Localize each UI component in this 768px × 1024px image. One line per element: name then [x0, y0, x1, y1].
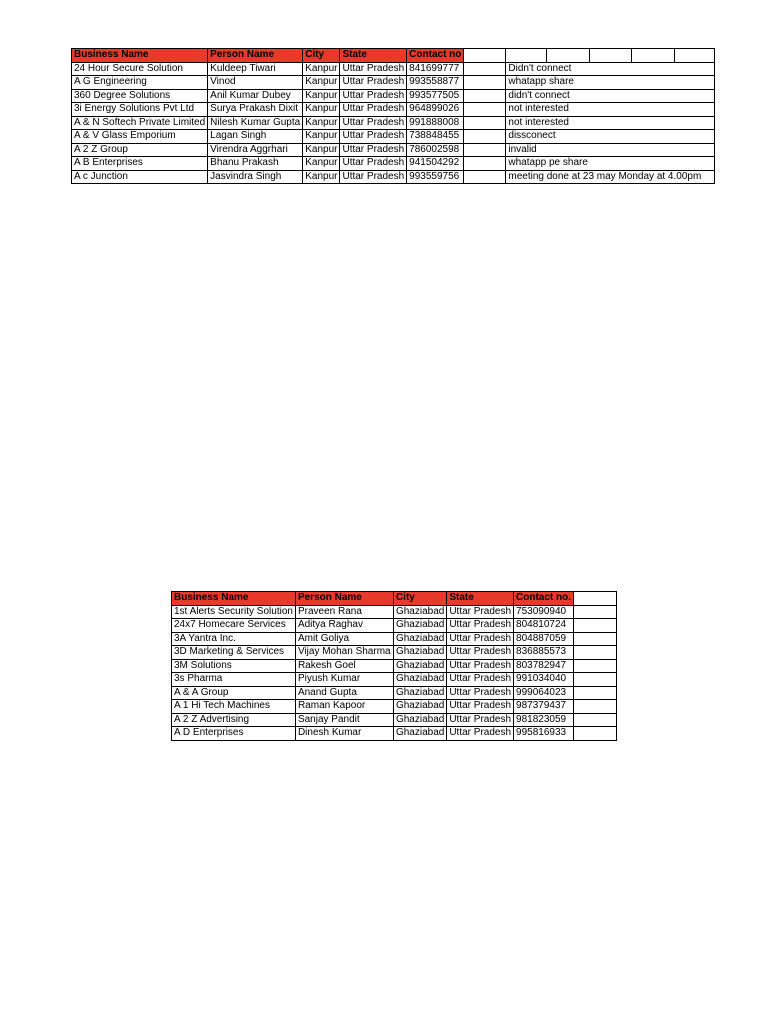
contact-no-cell[interactable]: 786002598 [407, 143, 464, 157]
contact-no-cell[interactable]: 841699777 [407, 62, 464, 76]
person-name-cell[interactable]: Lagan Singh [208, 130, 303, 144]
business-name-cell[interactable]: A c Junction [72, 170, 208, 184]
status-remark-cell[interactable]: dissconect [506, 130, 715, 144]
contact-no-cell[interactable]: 738848455 [407, 130, 464, 144]
state-cell[interactable]: Uttar Pradesh [340, 103, 407, 117]
table-row [72, 170, 715, 184]
city-cell[interactable]: Kanpur [303, 89, 340, 103]
empty-cell[interactable] [464, 76, 506, 90]
state-cell[interactable]: Uttar Pradesh [340, 157, 407, 171]
city-cell[interactable]: Kanpur [303, 157, 340, 171]
table-row [172, 619, 617, 633]
business-name-cell[interactable]: 24 Hour Secure Solution [72, 62, 208, 76]
person-name-cell[interactable]: Jasvindra Singh [208, 170, 303, 184]
table-row [172, 713, 617, 727]
table-row [172, 727, 617, 741]
state-cell[interactable]: Uttar Pradesh [447, 659, 514, 673]
state-cell[interactable]: Uttar Pradesh [340, 130, 407, 144]
empty-cell[interactable] [506, 49, 547, 63]
contact-no-cell[interactable]: 995816933 [514, 727, 574, 741]
table-row [172, 646, 617, 660]
status-remark-cell[interactable]: whatapp share [506, 76, 715, 90]
city-cell[interactable]: Ghaziabad [393, 619, 446, 633]
contact-no-cell[interactable]: 981823059 [514, 713, 574, 727]
business-name-cell[interactable]: 1st Alerts Security Solution [172, 605, 296, 619]
contact-no-cell[interactable]: 987379437 [514, 700, 574, 714]
empty-cell[interactable] [464, 49, 506, 63]
state-cell[interactable]: Uttar Pradesh [340, 116, 407, 130]
empty-cell[interactable] [464, 116, 506, 130]
business-name-cell[interactable]: A 2 Z Advertising [172, 713, 296, 727]
table-row [72, 76, 715, 90]
business-name-cell[interactable]: 360 Degree Solutions [72, 89, 208, 103]
person-name-cell[interactable]: Amit Goliya [295, 632, 393, 646]
state-cell[interactable]: Uttar Pradesh [340, 62, 407, 76]
city-cell[interactable]: Ghaziabad [393, 727, 446, 741]
city-cell[interactable]: Ghaziabad [393, 646, 446, 660]
table-row [172, 700, 617, 714]
city-cell[interactable]: Kanpur [303, 116, 340, 130]
person-name-cell[interactable]: Surya Prakash Dixit [208, 103, 303, 117]
contact-no-cell[interactable]: 941504292 [407, 157, 464, 171]
contact-no-cell[interactable]: 991888008 [407, 116, 464, 130]
status-remark-cell[interactable]: not interested [506, 103, 715, 117]
empty-cell[interactable] [464, 62, 506, 76]
table-row [172, 659, 617, 673]
state-cell[interactable]: Uttar Pradesh [447, 673, 514, 687]
kanpur-contacts-table [71, 48, 715, 184]
person-name-cell[interactable]: Vijay Mohan Sharma [295, 646, 393, 660]
header-contact-no[interactable]: Contact no. [514, 592, 574, 606]
status-remark-cell[interactable]: invalid [506, 143, 715, 157]
header-business-name[interactable]: Business Name [172, 592, 296, 606]
state-cell[interactable]: Uttar Pradesh [340, 89, 407, 103]
person-name-cell[interactable]: Raman Kapoor [295, 700, 393, 714]
person-name-cell[interactable]: Nilesh Kumar Gupta [208, 116, 303, 130]
empty-cell[interactable] [574, 659, 617, 673]
state-cell[interactable]: Uttar Pradesh [447, 727, 514, 741]
table-row [72, 143, 715, 157]
status-remark-cell[interactable]: didn't connect [506, 89, 715, 103]
person-name-cell[interactable]: Aditya Raghav [295, 619, 393, 633]
header-state[interactable]: State [447, 592, 514, 606]
contact-no-cell[interactable]: 964899026 [407, 103, 464, 117]
contact-no-cell[interactable]: 993577505 [407, 89, 464, 103]
city-cell[interactable]: Kanpur [303, 76, 340, 90]
table-row [72, 62, 715, 76]
state-cell[interactable]: Uttar Pradesh [447, 619, 514, 633]
business-name-cell[interactable]: 3s Pharma [172, 673, 296, 687]
state-cell[interactable]: Uttar Pradesh [447, 700, 514, 714]
business-name-cell[interactable]: A & N Softech Private Limited [72, 116, 208, 130]
state-cell[interactable]: Uttar Pradesh [447, 646, 514, 660]
contact-no-cell[interactable]: 836885573 [514, 646, 574, 660]
table-row [172, 686, 617, 700]
header-person-name[interactable]: Person Name [295, 592, 393, 606]
person-name-cell[interactable]: Bhanu Prakash [208, 157, 303, 171]
person-name-cell[interactable]: Anil Kumar Dubey [208, 89, 303, 103]
table-row [172, 673, 617, 687]
business-name-cell[interactable]: A B Enterprises [72, 157, 208, 171]
state-cell[interactable]: Uttar Pradesh [447, 605, 514, 619]
business-name-cell[interactable]: A D Enterprises [172, 727, 296, 741]
empty-cell[interactable] [574, 632, 617, 646]
state-cell[interactable]: Uttar Pradesh [447, 713, 514, 727]
business-name-cell[interactable]: A 1 Hi Tech Machines [172, 700, 296, 714]
empty-cell[interactable] [574, 605, 617, 619]
city-cell[interactable]: Kanpur [303, 103, 340, 117]
city-cell[interactable]: Ghaziabad [393, 673, 446, 687]
table-row [172, 605, 617, 619]
table-row [172, 632, 617, 646]
header-row [72, 49, 715, 63]
contact-no-cell[interactable]: 804887059 [514, 632, 574, 646]
person-name-cell[interactable]: Dinesh Kumar [295, 727, 393, 741]
ghaziabad-contacts-table [171, 591, 617, 741]
business-name-cell[interactable]: 24x7 Homecare Services [172, 619, 296, 633]
empty-cell[interactable] [675, 49, 715, 63]
city-cell[interactable]: Ghaziabad [393, 713, 446, 727]
empty-cell[interactable] [632, 49, 675, 63]
table-row [72, 130, 715, 144]
header-city[interactable]: City [393, 592, 446, 606]
empty-cell[interactable] [574, 700, 617, 714]
city-cell[interactable]: Ghaziabad [393, 700, 446, 714]
header-state[interactable]: State [340, 49, 407, 63]
contact-no-cell[interactable]: 991034040 [514, 673, 574, 687]
table-row [72, 103, 715, 117]
contact-no-cell[interactable]: 804810724 [514, 619, 574, 633]
business-name-cell[interactable]: A & A Group [172, 686, 296, 700]
contact-no-cell[interactable]: 993559756 [407, 170, 464, 184]
business-name-cell[interactable]: 3M Solutions [172, 659, 296, 673]
city-cell[interactable]: Ghaziabad [393, 632, 446, 646]
empty-cell[interactable] [574, 646, 617, 660]
state-cell[interactable]: Uttar Pradesh [340, 143, 407, 157]
table-row [72, 157, 715, 171]
person-name-cell[interactable]: Rakesh Goel [295, 659, 393, 673]
state-cell[interactable]: Uttar Pradesh [340, 170, 407, 184]
city-cell[interactable]: Ghaziabad [393, 605, 446, 619]
empty-cell[interactable] [464, 157, 506, 171]
city-cell[interactable]: Ghaziabad [393, 686, 446, 700]
person-name-cell[interactable]: Praveen Rana [295, 605, 393, 619]
empty-cell[interactable] [574, 619, 617, 633]
contact-no-cell[interactable]: 753090940 [514, 605, 574, 619]
person-name-cell[interactable]: Sanjay Pandit [295, 713, 393, 727]
business-name-cell[interactable]: A G Engineering [72, 76, 208, 90]
person-name-cell[interactable]: Anand Gupta [295, 686, 393, 700]
header-city[interactable]: City [303, 49, 340, 63]
empty-cell[interactable] [464, 89, 506, 103]
empty-cell[interactable] [574, 686, 617, 700]
status-remark-cell[interactable]: Didn't connect [506, 62, 715, 76]
contact-no-cell[interactable]: 999064023 [514, 686, 574, 700]
city-cell[interactable]: Ghaziabad [393, 659, 446, 673]
header-person-name[interactable]: Person Name [208, 49, 303, 63]
empty-cell[interactable] [464, 170, 506, 184]
person-name-cell[interactable]: Virendra Aggrhari [208, 143, 303, 157]
person-name-cell[interactable]: Vinod [208, 76, 303, 90]
state-cell[interactable]: Uttar Pradesh [340, 76, 407, 90]
city-cell[interactable]: Kanpur [303, 170, 340, 184]
business-name-cell[interactable]: 3A Yantra Inc. [172, 632, 296, 646]
business-name-cell[interactable]: 3i Energy Solutions Pvt Ltd [72, 103, 208, 117]
header-contact-no[interactable]: Contact no [407, 49, 464, 63]
empty-cell[interactable] [574, 673, 617, 687]
contact-no-cell[interactable]: 803782947 [514, 659, 574, 673]
empty-cell[interactable] [574, 592, 617, 606]
empty-cell[interactable] [547, 49, 590, 63]
table-row [72, 89, 715, 103]
empty-cell[interactable] [464, 143, 506, 157]
business-name-cell[interactable]: A & V Glass Emporium [72, 130, 208, 144]
empty-cell[interactable] [464, 103, 506, 117]
empty-cell[interactable] [464, 130, 506, 144]
contact-no-cell[interactable]: 993558877 [407, 76, 464, 90]
city-cell[interactable]: Kanpur [303, 62, 340, 76]
empty-cell[interactable] [574, 727, 617, 741]
status-remark-cell[interactable]: meeting done at 23 may Monday at 4.00pm [506, 170, 715, 184]
empty-cell[interactable] [590, 49, 632, 63]
city-cell[interactable]: Kanpur [303, 130, 340, 144]
person-name-cell[interactable]: Piyush Kumar [295, 673, 393, 687]
header-row [172, 592, 617, 606]
status-remark-cell[interactable]: not interested [506, 116, 715, 130]
empty-cell[interactable] [574, 713, 617, 727]
city-cell[interactable]: Kanpur [303, 143, 340, 157]
table-row [72, 116, 715, 130]
business-name-cell[interactable]: 3D Marketing & Services [172, 646, 296, 660]
status-remark-cell[interactable]: whatapp pe share [506, 157, 715, 171]
header-business-name[interactable]: Business Name [72, 49, 208, 63]
person-name-cell[interactable]: Kuldeep Tiwari [208, 62, 303, 76]
business-name-cell[interactable]: A 2 Z Group [72, 143, 208, 157]
state-cell[interactable]: Uttar Pradesh [447, 686, 514, 700]
state-cell[interactable]: Uttar Pradesh [447, 632, 514, 646]
